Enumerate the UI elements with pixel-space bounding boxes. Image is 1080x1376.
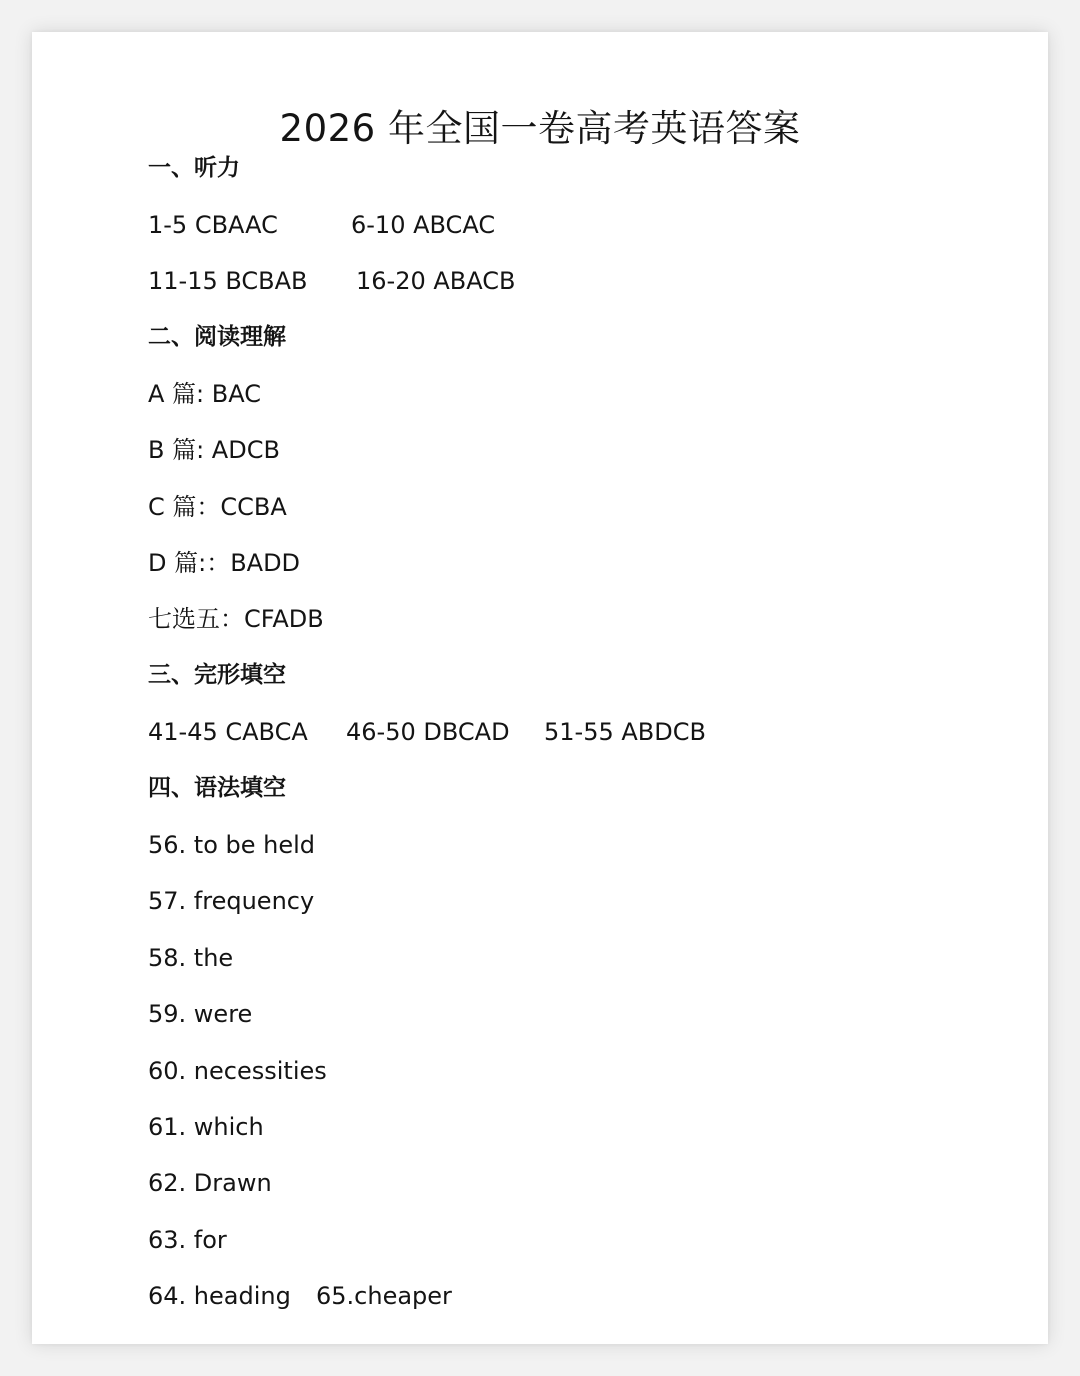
reading-passage-a: A 篇: BAC	[148, 380, 261, 408]
reading-seven-choose-five: 七选五：CFADB	[148, 605, 324, 633]
page-title: 2026 年全国一卷高考英语答案	[279, 107, 801, 150]
grammar-item: 65.cheaper	[316, 1282, 452, 1310]
grammar-item: 63. for	[148, 1226, 227, 1254]
answer-group: 1-5 CBAAC	[148, 211, 278, 239]
answer-sheet	[32, 32, 1048, 1344]
grammar-item: 60. necessities	[148, 1057, 327, 1085]
answer-group: 16-20 ABACB	[356, 267, 516, 295]
section-heading-grammar: 四、语法填空	[148, 775, 286, 801]
answer-group: 46-50 DBCAD	[346, 718, 510, 746]
grammar-item: 64. heading	[148, 1282, 291, 1310]
reading-passage-b: B 篇: ADCB	[148, 436, 280, 464]
grammar-item: 61. which	[148, 1113, 264, 1141]
grammar-item: 62. Drawn	[148, 1169, 272, 1197]
grammar-item: 59. were	[148, 1000, 253, 1028]
answer-group: 6-10 ABCAC	[351, 211, 496, 239]
cloze-row	[148, 716, 788, 748]
answer-group: 51-55 ABDCB	[544, 718, 706, 746]
answer-group: 41-45 CABCA	[148, 718, 308, 746]
grammar-item: 57. frequency	[148, 887, 315, 915]
answer-group: 11-15 BCBAB	[148, 267, 308, 295]
grammar-item: 58. the	[148, 944, 234, 972]
listening-row-2	[148, 265, 748, 297]
grammar-item: 56. to be held	[148, 831, 316, 859]
section-heading-listening: 一、听力	[148, 155, 240, 181]
reading-passage-c: C 篇：CCBA	[148, 493, 287, 521]
section-heading-cloze: 三、完形填空	[148, 662, 286, 688]
grammar-last-row	[148, 1280, 648, 1312]
listening-row-1	[148, 209, 748, 241]
section-heading-reading: 二、阅读理解	[148, 324, 286, 350]
reading-passage-d: D 篇:：BADD	[148, 549, 301, 577]
